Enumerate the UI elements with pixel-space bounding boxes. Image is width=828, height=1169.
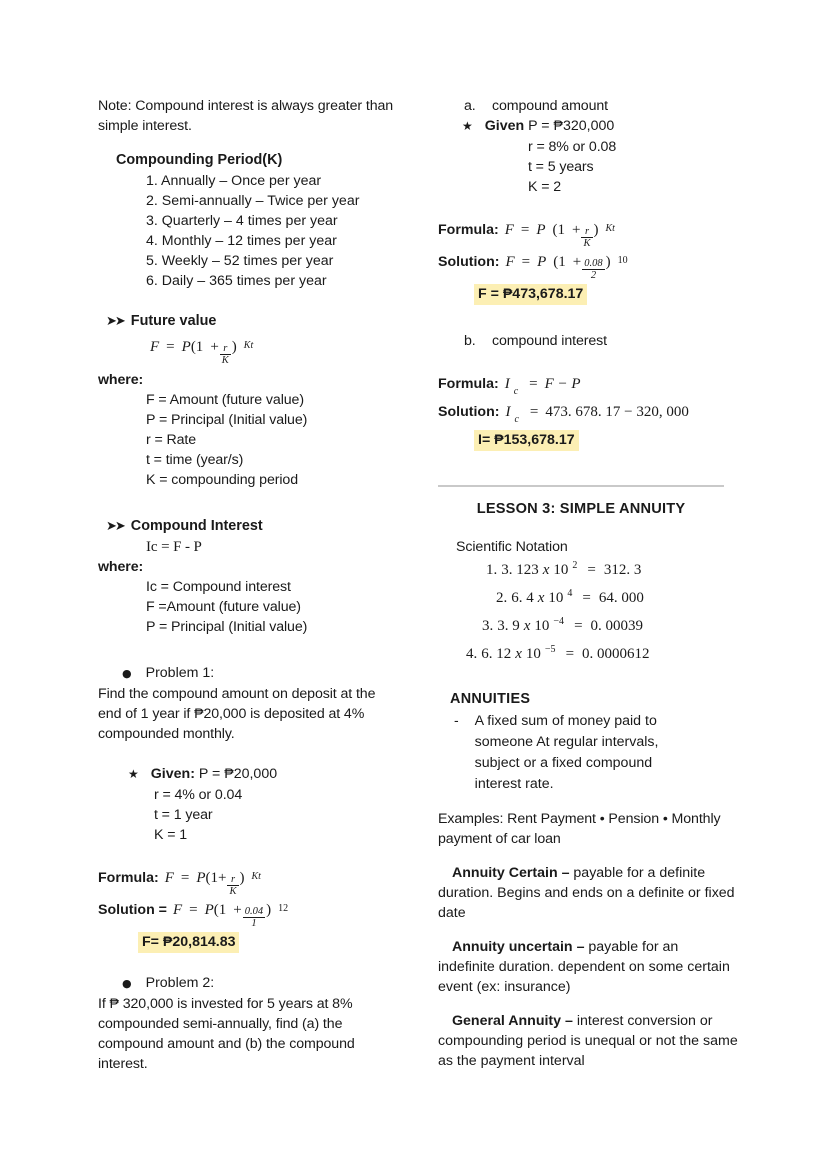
formula-p: P [181, 339, 191, 355]
sci-exponent: 4 [567, 587, 573, 599]
sci-times: x [515, 645, 522, 662]
solution-eq: = [189, 902, 198, 919]
annuity-type-dash: – [561, 864, 570, 881]
given-item: K = 1 [154, 827, 188, 844]
solution-exponent: 12 [278, 903, 289, 915]
part-a-title: compound amount [492, 98, 609, 114]
scientific-notation-row [466, 641, 738, 669]
part-a-answer: F = ₱473,678.17 [474, 284, 587, 305]
solution-label: Solution = [98, 902, 167, 919]
sci-base: 10 [553, 561, 569, 578]
dash-bullet-icon: - [454, 711, 459, 728]
sci-value: 0. 00039 [590, 617, 644, 634]
sci-eq: = [587, 561, 596, 578]
scientific-notation-row [486, 557, 738, 585]
compounding-period-heading: Compounding Period(K) [116, 152, 283, 168]
formula-exponent: Kt [243, 340, 254, 351]
solution-close: ) [266, 902, 272, 919]
compound-interest-heading-label: Compound Interest [130, 518, 263, 535]
formula-lhs: F [504, 222, 514, 238]
part-a-heading [464, 96, 738, 116]
compound-interest-heading [106, 516, 398, 537]
problem1-answer: F= ₱20,814.83 [138, 932, 239, 953]
solution-open: (1 [213, 902, 227, 919]
formula-open: (1 [552, 222, 566, 238]
solution-close: ) [605, 254, 611, 271]
sci-times: x [537, 589, 545, 606]
fraction-denominator: K [221, 355, 229, 367]
solution-plus: + [233, 902, 242, 919]
sci-index: 3. [482, 617, 494, 634]
formula-rhs: F − P [544, 376, 581, 393]
sci-index: 1. [486, 561, 498, 578]
given-value: P = ₱320,000 [528, 118, 615, 134]
fraction-numerator: r [223, 343, 228, 354]
formula-exponent: Kt [605, 223, 615, 234]
fraction-numerator: r [230, 874, 236, 886]
problem1-given [128, 764, 398, 785]
sci-times: x [542, 561, 550, 578]
sci-index: 4. [466, 645, 478, 662]
formula-close: ) [231, 339, 237, 355]
fraction-denominator: K [229, 886, 237, 898]
solution-subscript: c [514, 414, 519, 426]
sci-mantissa: 3. 9 [497, 617, 520, 634]
compound-interest-where-label: where: [98, 559, 144, 576]
note-paragraph: Note: Compound interest is always greater than simple interest. [98, 98, 394, 134]
part-b-answer-wrapper [474, 430, 738, 451]
solution-lhs: F [172, 902, 183, 919]
solution-fraction [582, 258, 604, 281]
future-value-formula [150, 334, 398, 366]
problem2-label: Problem 2: [145, 975, 215, 992]
fraction-denominator: K [583, 238, 591, 250]
solution-lhs: F [505, 254, 515, 271]
scientific-notation-row [496, 585, 738, 613]
part-b-title: compound interest [492, 333, 608, 350]
fraction-denominator: 1 [243, 917, 265, 929]
sci-exponent: 2 [572, 559, 578, 571]
formula-label: Formula: [438, 376, 499, 393]
solution-eq: = [521, 254, 531, 271]
sci-eq: = [582, 589, 591, 606]
given-item: K = 2 [528, 179, 562, 195]
annuity-type-description: payable for a definite duration. Begins and ends on a definite or fixed date [438, 864, 735, 921]
solution-p: P [537, 254, 547, 271]
definition-item: t = time (year/s) [146, 452, 244, 469]
formula-plus: + [572, 222, 581, 238]
list-item: 2. Semi-annually – Twice per year [146, 193, 360, 209]
compounding-period-list [98, 171, 398, 291]
given-item: r = 4% or 0.04 [154, 787, 243, 804]
problem1-answer-wrapper [138, 932, 398, 953]
sci-exponent: −4 [553, 615, 565, 627]
fraction-numerator: 0.08 [584, 258, 603, 270]
definition-item: P = Principal (Initial value) [146, 412, 308, 429]
solution-open: (1 [553, 254, 566, 271]
part-a-given [462, 116, 738, 137]
annuities-definition: A fixed sum of money paid to someone At regular intervals, subject or a fixed compound interest rate. [474, 712, 659, 792]
definition-item: r = Rate [146, 432, 197, 449]
formula-label: Formula: [438, 222, 499, 238]
annuities-heading: ANNUITIES [450, 690, 531, 707]
solution-plus: + [572, 254, 582, 271]
sci-eq: = [565, 645, 575, 662]
sci-mantissa: 3. 123 [501, 561, 539, 578]
problem1-solution-line [98, 897, 398, 929]
right-column [438, 96, 738, 1071]
annuities-examples: Examples: Rent Payment • Pension • Monthly payment of car loan [438, 810, 721, 847]
given-item: t = 5 years [528, 159, 594, 175]
definition-item: F =Amount (future value) [146, 599, 301, 616]
formula-subscript: c [513, 386, 519, 398]
lesson-title: LESSON 3: SIMPLE ANNUITY [476, 500, 686, 517]
part-b-solution-line [438, 399, 738, 427]
sci-value: 312. 3 [603, 561, 642, 578]
formula-fraction [581, 226, 592, 249]
annuity-type [438, 1011, 738, 1071]
sci-index: 2. [496, 589, 508, 606]
given-item: r = 8% or 0.08 [528, 139, 617, 155]
part-b-formula-line [438, 371, 738, 399]
arrow-bullet-icon: ➤➤ [106, 519, 124, 535]
formula-eq: = [180, 870, 190, 887]
solution-p: P [204, 902, 214, 919]
part-a-label: a. [464, 98, 476, 114]
part-b-heading [464, 331, 738, 351]
sci-base: 10 [525, 645, 541, 662]
formula-fraction [220, 343, 231, 366]
formula-p: P [536, 222, 546, 238]
solution-label: Solution: [438, 404, 500, 421]
solution-exponent: 10 [617, 255, 628, 267]
given-item: t = 1 year [154, 807, 213, 824]
scientific-notation-row [482, 613, 738, 641]
formula-plus: + [210, 339, 219, 355]
solution-lhs: I [505, 404, 511, 421]
definition-item: Ic = Compound interest [146, 579, 291, 596]
formula-open: (1+ [205, 870, 227, 887]
formula-label: Formula: [98, 870, 159, 887]
annuity-type-term: General Annuity [452, 1012, 562, 1029]
sci-value: 0. 0000612 [582, 645, 650, 662]
list-item: 5. Weekly – 52 times per year [146, 253, 334, 269]
scientific-notation-heading: Scientific Notation [456, 538, 568, 555]
sci-exponent: −5 [544, 643, 556, 655]
given-value: P = ₱20,000 [198, 766, 278, 783]
list-item: 1. Annually – Once per year [146, 173, 322, 189]
formula-close: ) [593, 222, 599, 238]
solution-eq: = [529, 404, 539, 421]
formula-lhs: F [150, 339, 160, 355]
fraction-numerator: 0.04 [244, 906, 264, 918]
solution-label: Solution: [438, 254, 500, 271]
sci-mantissa: 6. 12 [481, 645, 512, 662]
list-item: 6. Daily – 365 times per year [146, 273, 327, 289]
problem1-body: Find the compound amount on deposit at the end of 1 year if ₱20,000 is deposited at 4% compounded monthly. [98, 686, 376, 743]
sci-value: 64. 000 [598, 589, 644, 606]
annuity-type-term: Annuity Certain [452, 864, 558, 881]
future-value-heading [106, 311, 398, 332]
star-bullet-icon: ★ [128, 767, 139, 782]
left-column [98, 96, 398, 1074]
formula-fraction [227, 874, 238, 897]
problem1-label: Problem 1: [145, 665, 215, 682]
part-b-label: b. [464, 333, 476, 350]
arrow-bullet-icon: ➤➤ [106, 314, 124, 329]
future-value-heading-label: Future value [130, 313, 217, 329]
formula-p: P [196, 870, 206, 887]
star-bullet-icon: ★ [462, 119, 473, 133]
annuities-definition-row [454, 710, 738, 795]
formula-exponent: Kt [251, 871, 261, 883]
list-item: 4. Monthly – 12 times per year [146, 233, 337, 249]
definition-item: P = Principal (Initial value) [146, 619, 308, 636]
annuity-type-dash: – [576, 938, 585, 955]
dot-bullet-icon: ● [122, 667, 132, 681]
formula-lhs: F [164, 870, 174, 887]
formula-open: (1 [190, 339, 204, 355]
formula-close: ) [239, 870, 245, 887]
sci-eq: = [574, 617, 583, 634]
part-a-formula-line [438, 217, 738, 249]
formula-lhs: I [504, 376, 510, 393]
compound-interest-formula: Ic = F - P [146, 539, 202, 556]
fraction-numerator: r [584, 226, 590, 237]
part-a-answer-wrapper [474, 284, 738, 305]
solution-rhs: 473. 678. 17 − 320, 000 [545, 404, 689, 421]
future-value-where-label: where: [98, 372, 144, 389]
problem2-body: If ₱ 320,000 is invested for 5 years at 8% compounded semi-annually, find (a) the compound amount and (b) the compound interest. [98, 996, 355, 1073]
dot-bullet-icon: ● [122, 977, 132, 991]
formula-eq: = [529, 376, 538, 393]
annuity-type-description: interest conversion or compounding period is unequal or not the same as the payment interval [438, 1012, 738, 1069]
annuity-type [438, 937, 738, 997]
annuity-type-description: payable for an indefinite duration. dependent on some certain event (ex: insurance) [438, 938, 730, 995]
annuity-type-term: Annuity uncertain [452, 938, 573, 955]
formula-eq: = [166, 339, 175, 355]
formula-eq: = [520, 222, 530, 238]
sci-base: 10 [548, 589, 564, 606]
definition-item: K = compounding period [146, 472, 298, 489]
fraction-denominator: 2 [582, 269, 604, 281]
given-label: Given: [150, 766, 195, 783]
part-b-answer: I= ₱153,678.17 [474, 430, 579, 451]
sci-times: x [523, 617, 531, 634]
part-a-solution-line [438, 249, 738, 281]
given-label: Given [484, 118, 525, 134]
problem2-bullet [122, 973, 398, 994]
solution-fraction [243, 906, 265, 929]
problem1-formula-line [98, 865, 398, 897]
definition-item: F = Amount (future value) [146, 392, 304, 409]
list-item: 3. Quarterly – 4 times per year [146, 213, 338, 229]
problem1-bullet [122, 663, 398, 684]
sci-base: 10 [534, 617, 550, 634]
annuity-type-dash: – [565, 1012, 573, 1029]
sci-mantissa: 6. 4 [511, 589, 534, 606]
annuity-type [438, 863, 738, 923]
